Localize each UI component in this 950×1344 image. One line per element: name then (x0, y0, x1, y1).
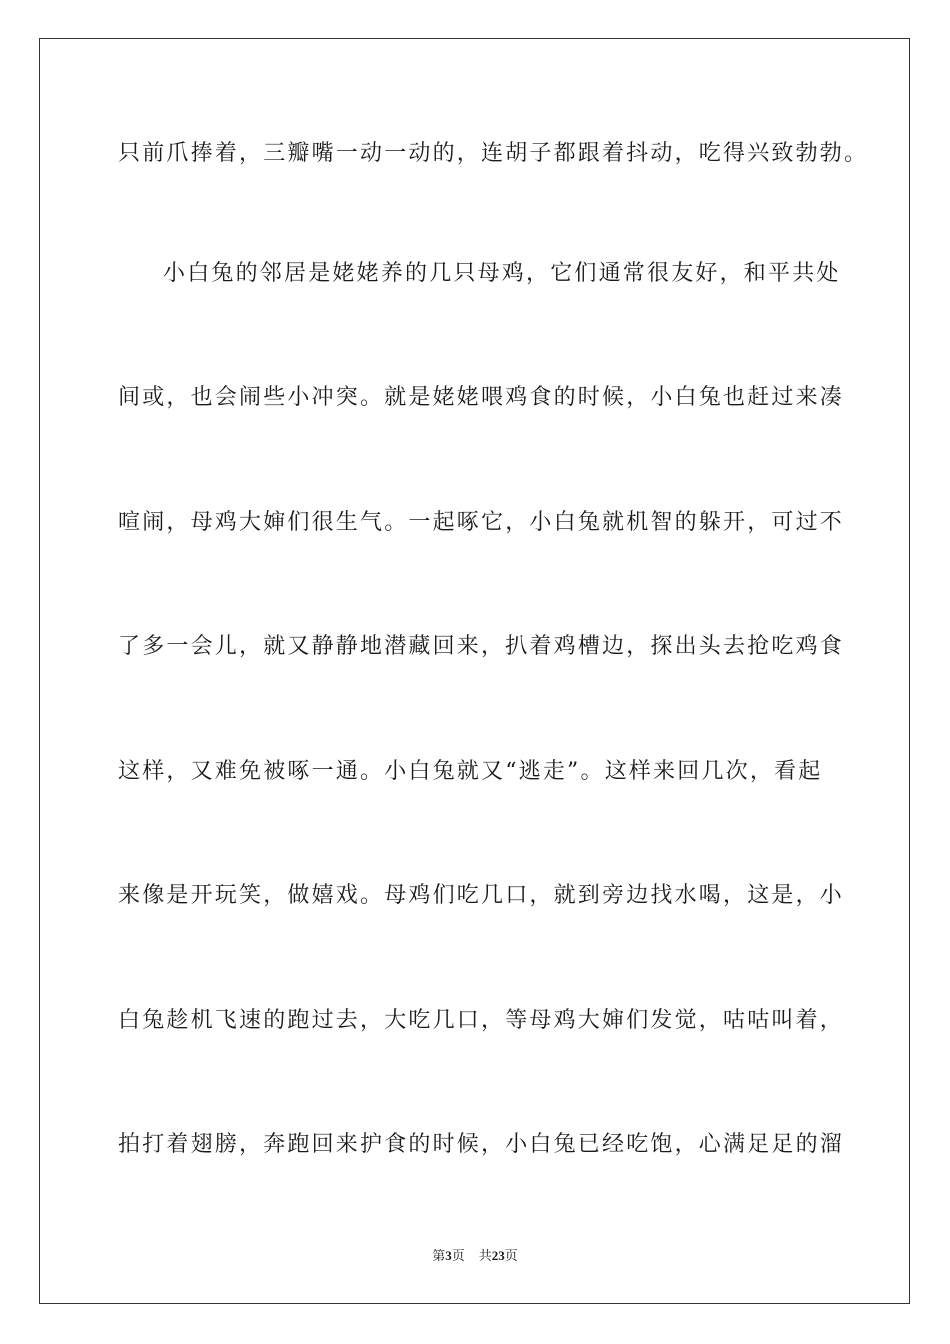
page-footer (0, 1247, 950, 1266)
text-line: 喧闹，母鸡大婶们很生气。一起啄它，小白兔就机智的躲开，可过不 (118, 510, 845, 535)
page-prefix: 第 (432, 1249, 446, 1264)
text-line: 了多一会儿，就又静静地潜藏回来，扒着鸡槽边，探出头去抢吃鸡食 (118, 634, 845, 659)
total-pages: 23 (491, 1248, 505, 1263)
page-suffix: 页 (451, 1249, 465, 1264)
text-line: 拍打着翅膀，奔跑回来护食的时候，小白兔已经吃饱，心满足足的溜 (118, 1132, 845, 1157)
page-number: 3 (445, 1248, 452, 1263)
page-border (39, 38, 910, 1304)
text-line: 这样，又难免被啄一通。小白兔就又“逃走”。这样来回几次，看起 (118, 759, 823, 784)
text-line: 只前爪捧着，三瓣嘴一动一动的，连胡子都跟着抖动，吃得兴致勃勃。 (118, 141, 869, 166)
total-suffix: 页 (504, 1249, 518, 1264)
text-line: 白兔趁机飞速的跑过去，大吃几口，等母鸡大婶们发觉，咕咕叫着， (118, 1008, 845, 1033)
paragraph-first-line: 小白兔的邻居是姥姥养的几只母鸡，它们通常很友好，和平共处 (163, 261, 841, 286)
total-prefix: 共 (478, 1249, 492, 1264)
text-line: 来像是开玩笑，做嬉戏。母鸡们吃几口，就到旁边找水喝，这是，小 (118, 883, 845, 908)
text-line: 间或，也会闹些小冲突。就是姥姥喂鸡食的时候，小白兔也赶过来凑 (118, 385, 845, 410)
